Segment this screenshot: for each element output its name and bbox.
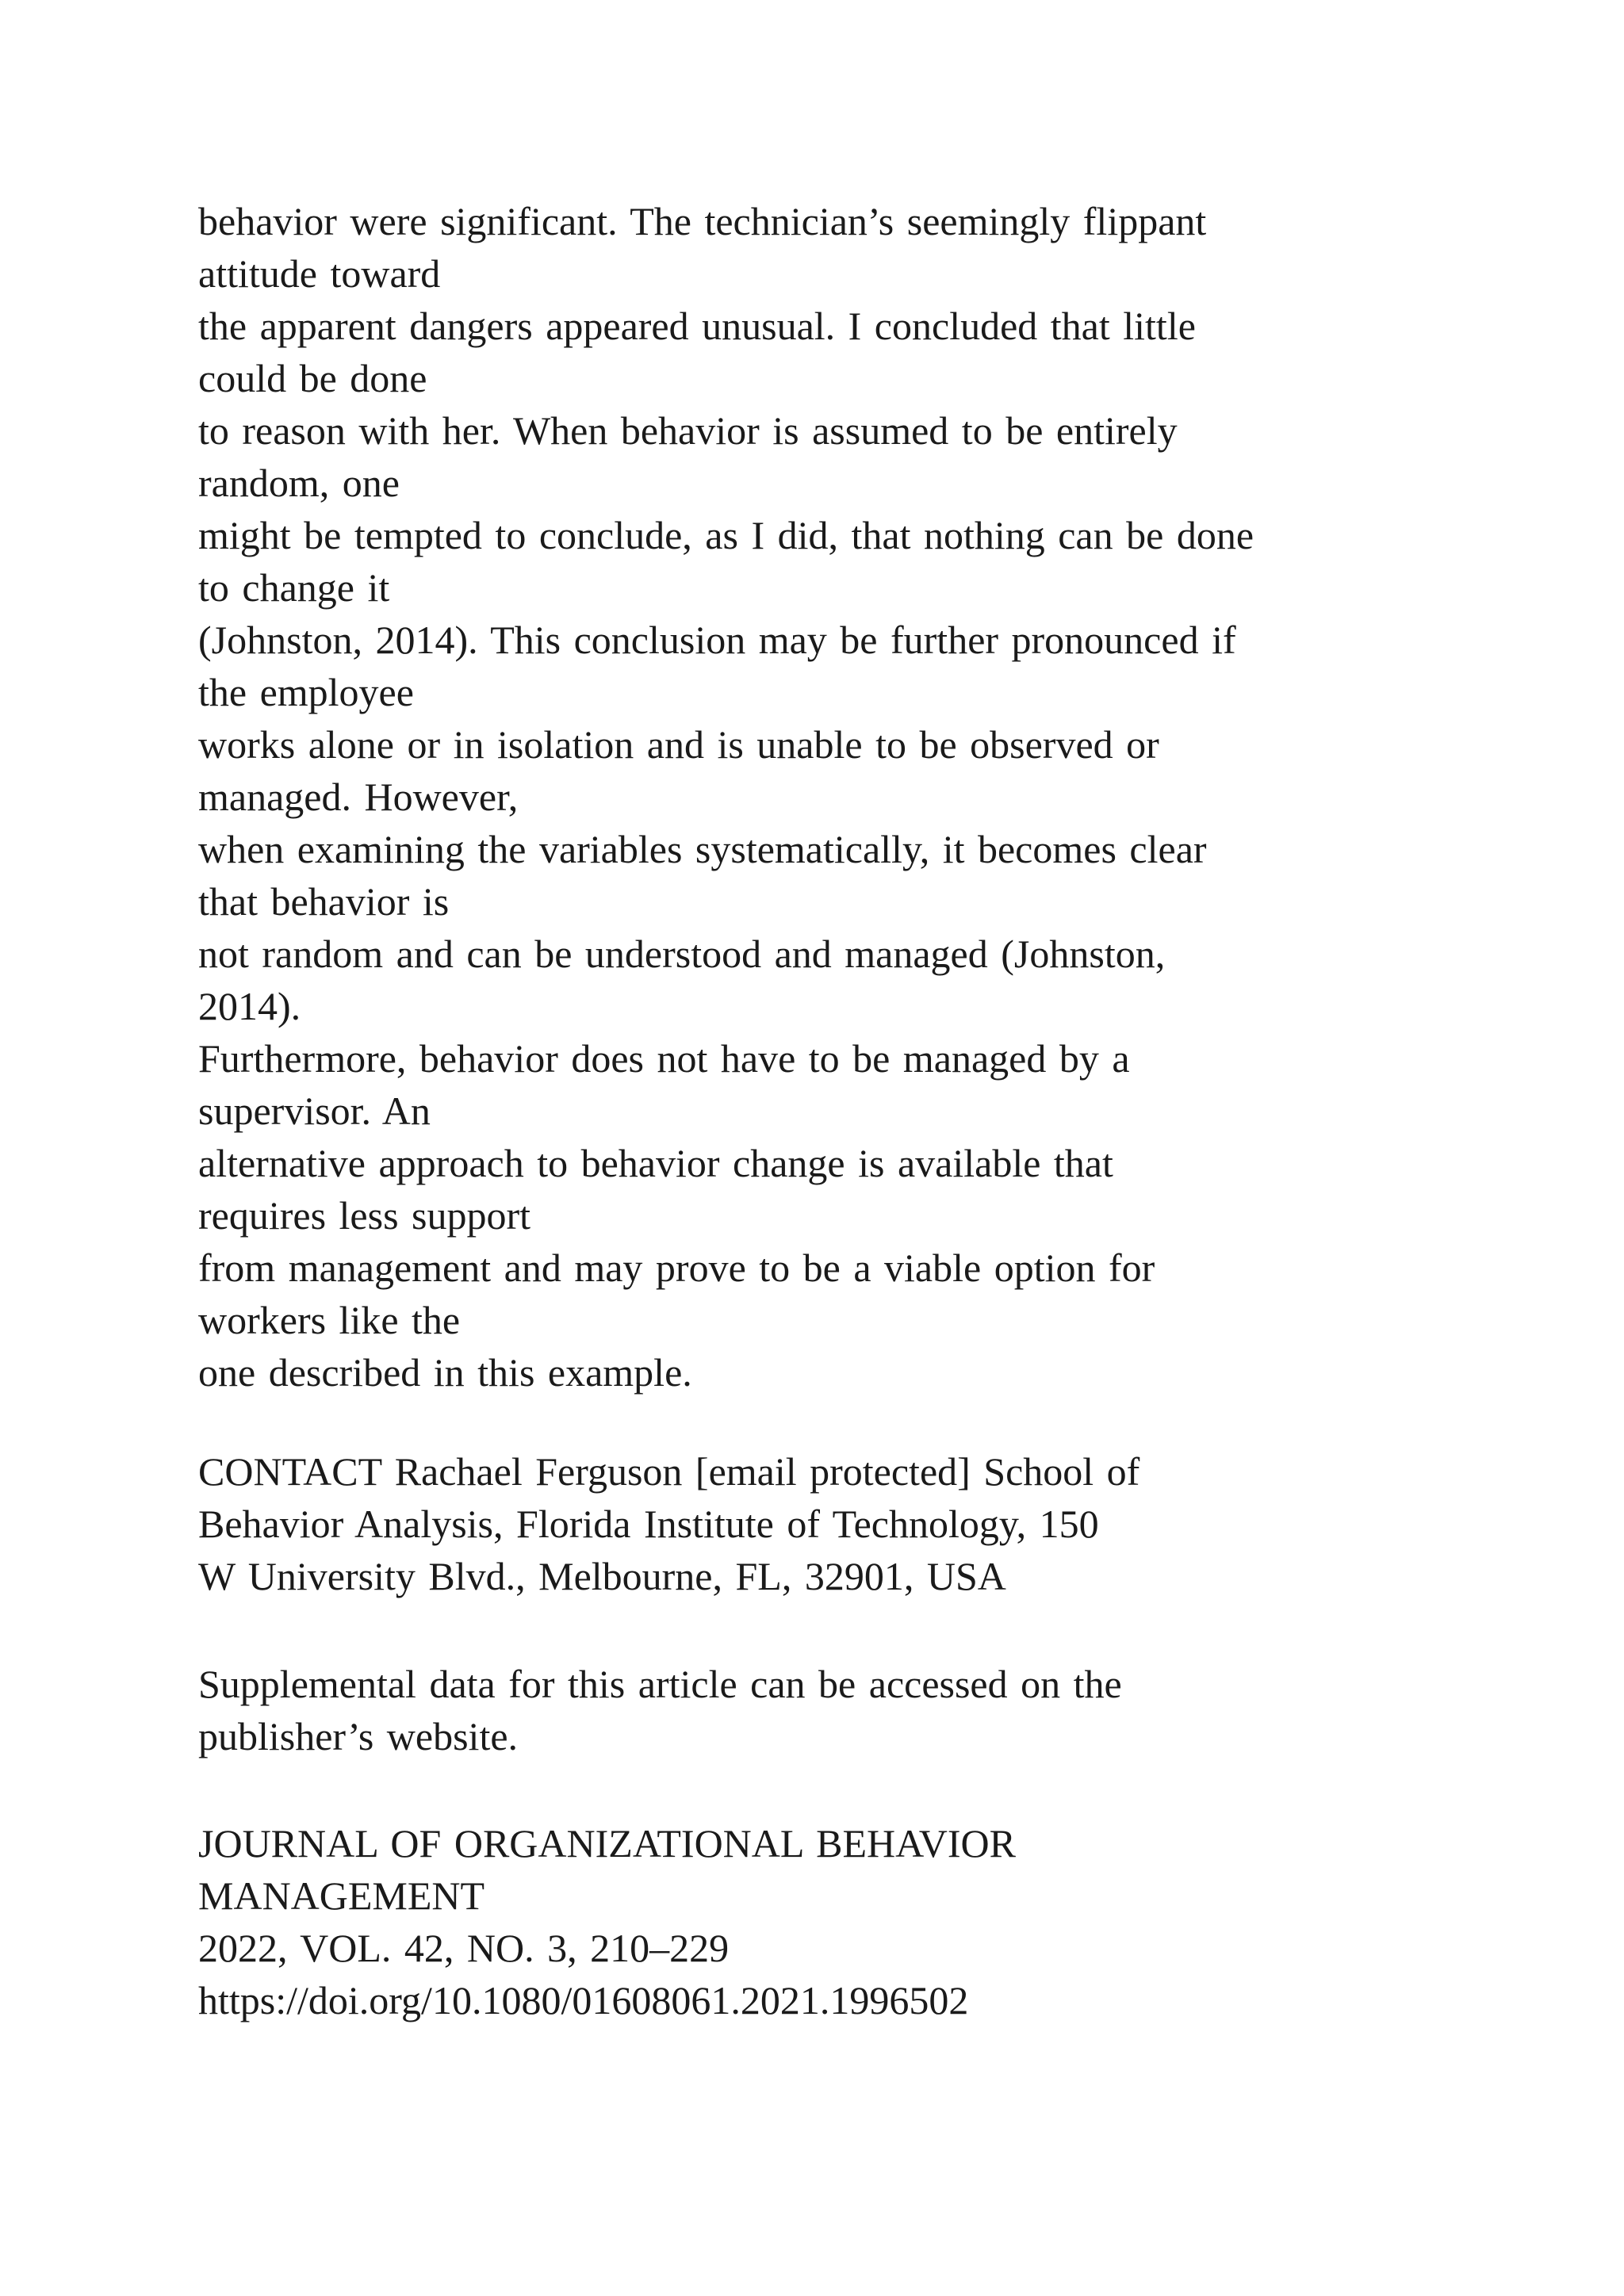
text-line: not random and can be understood and managed (Johnston, — [198, 932, 1166, 976]
text-line: random, one — [198, 461, 400, 505]
text-line: from management and may prove to be a viable option for — [198, 1246, 1155, 1290]
contact-block — [198, 1445, 1139, 1602]
text-line: might be tempted to conclude, as I did, that nothing can be done — [198, 513, 1254, 557]
journal-title-line: JOURNAL OF ORGANIZATIONAL BEHAVIOR — [198, 1821, 1016, 1866]
text-line: to change it — [198, 565, 390, 610]
text-line: to reason with her. When behavior is assumed to be entirely — [198, 408, 1178, 453]
supplemental-note — [198, 1658, 1122, 1762]
text-line: 2014). — [198, 984, 301, 1028]
text-line: behavior were significant. The technician’s seemingly flippant — [198, 199, 1207, 243]
contact-line: CONTACT Rachael Ferguson [email protected] School of — [198, 1449, 1140, 1494]
supplemental-line: Supplemental data for this article can be accessed on the — [198, 1662, 1122, 1706]
document-page — [198, 0, 1467, 2296]
text-line: Furthermore, behavior does not have to be managed by a — [198, 1036, 1130, 1081]
supplemental-line: publisher’s website. — [198, 1714, 519, 1758]
text-line: attitude toward — [198, 251, 441, 296]
text-line: alternative approach to behavior change is available that — [198, 1141, 1113, 1185]
body-paragraph — [198, 195, 1254, 1399]
text-line: the apparent dangers appeared unusual. I concluded that little — [198, 304, 1196, 348]
journal-volume: 2022, VOL. 42, NO. 3, 210–229 — [198, 1926, 730, 1970]
text-line: could be done — [198, 356, 427, 400]
text-line: workers like the — [198, 1298, 461, 1342]
text-line: one described in this example. — [198, 1350, 692, 1395]
text-line: managed. However, — [198, 775, 519, 819]
text-line: works alone or in isolation and is unable to be observed or — [198, 722, 1159, 767]
journal-doi-link[interactable]: https://doi.org/10.1080/01608061.2021.1996502 — [198, 1978, 969, 2022]
text-line: supervisor. An — [198, 1089, 431, 1133]
text-line: that behavior is — [198, 879, 450, 924]
journal-citation — [198, 1817, 1016, 2026]
journal-title-line: MANAGEMENT — [198, 1873, 485, 1918]
text-line: when examining the variables systematically, it becomes clear — [198, 827, 1207, 871]
text-line: requires less support — [198, 1193, 531, 1238]
text-line: (Johnston, 2014). This conclusion may be further pronounced if — [198, 618, 1236, 662]
contact-line: Behavior Analysis, Florida Institute of Technology, 150 — [198, 1502, 1099, 1546]
text-line: the employee — [198, 670, 414, 714]
contact-line: W University Blvd., Melbourne, FL, 32901, USA — [198, 1554, 1006, 1598]
